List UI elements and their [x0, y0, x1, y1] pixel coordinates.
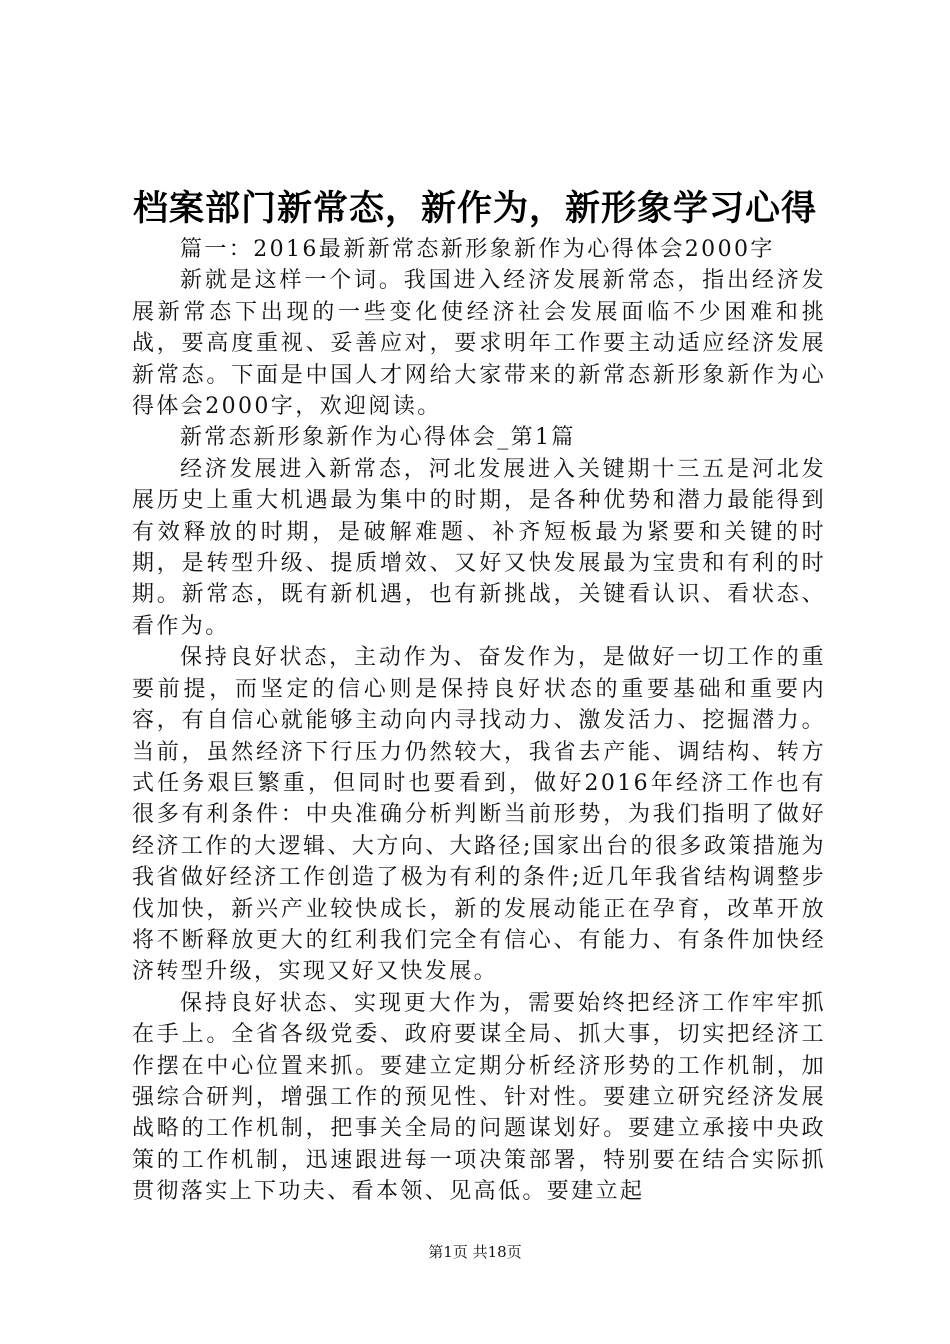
paragraph-body: 保持良好状态，主动作为、奋发作为，是做好一切工作的重要前提，而坚定的信心则是保持良好状态的重要基础和重要内容，有自信心就能够主动向内寻找动力、激发活力、挖掘潜力。当前，虽然经济下行压力仍然较大，我省去产能、调结构、转方式任务艰巨繁重，但同时也要看到，做好2016年经济工作也有很多有利条件：中央准确分析判断当前形势，为我们指明了做好经济工作的大逻辑、大方向、大路径;国家出台的很多政策措施为我省做好经济工作创造了极为有利的条件;近几年我省结构调整步伐加快，新兴产业较快成长，新的发展动能正在孕育，改革开放将不断释放更大的红利我们完全有信心、有能力、有条件加快经济转型升级，实现又好又快发展。: [132, 645, 826, 985]
paragraph-section-heading: 新常态新形象新作为心得体会_第1篇: [180, 425, 576, 451]
paragraph-intro: 新就是这样一个词。我国进入经济发展新常态，指出经济发展新常态下出现的一些变化使经济社会发展面临不少困难和挑战，要高度重视、妥善应对，要求明年工作要主动适应经济发展新常态。下面是中国人才网给大家带来的新常态新形象新作为心得体会2000字，欢迎阅读。: [132, 268, 826, 420]
document-body: [132, 234, 826, 1208]
page-number-footer: 第1页 共18页: [428, 1243, 522, 1261]
paragraph-body: 经济发展进入新常态，河北发展进入关键期十三五是河北发展历史上重大机遇最为集中的时期，是各种优势和潜力最能得到有效释放的时期，是破解难题、补齐短板最为紧要和关键的时期，是转型升级、提质增效、又好又快发展最为宝贵和有利的时期。新常态，既有新机遇，也有新挑战，关键看认识、看状态、看作为。: [132, 456, 826, 639]
paragraph-body: 保持良好状态、实现更大作为，需要始终把经济工作牢牢抓在手上。全省各级党委、政府要谋全局、抓大事，切实把经济工作摆在中心位置来抓。要建立定期分析经济形势的工作机制，加强综合研判，增强工作的预见性、针对性。要建立研究经济发展战略的工作机制，把事关全局的问题谋划好。要建立承接中央政策的工作机制，迅速跟进每一项决策部署，特别要在结合实际抓贯彻落实上下功夫、看本领、见高低。要建立起: [132, 990, 826, 1205]
paragraph-subtitle: 篇一：2016最新新常态新形象新作为心得体会2000字: [180, 237, 775, 262]
document-title: 档案部门新常态，新作为，新形象学习心得: [132, 189, 817, 229]
